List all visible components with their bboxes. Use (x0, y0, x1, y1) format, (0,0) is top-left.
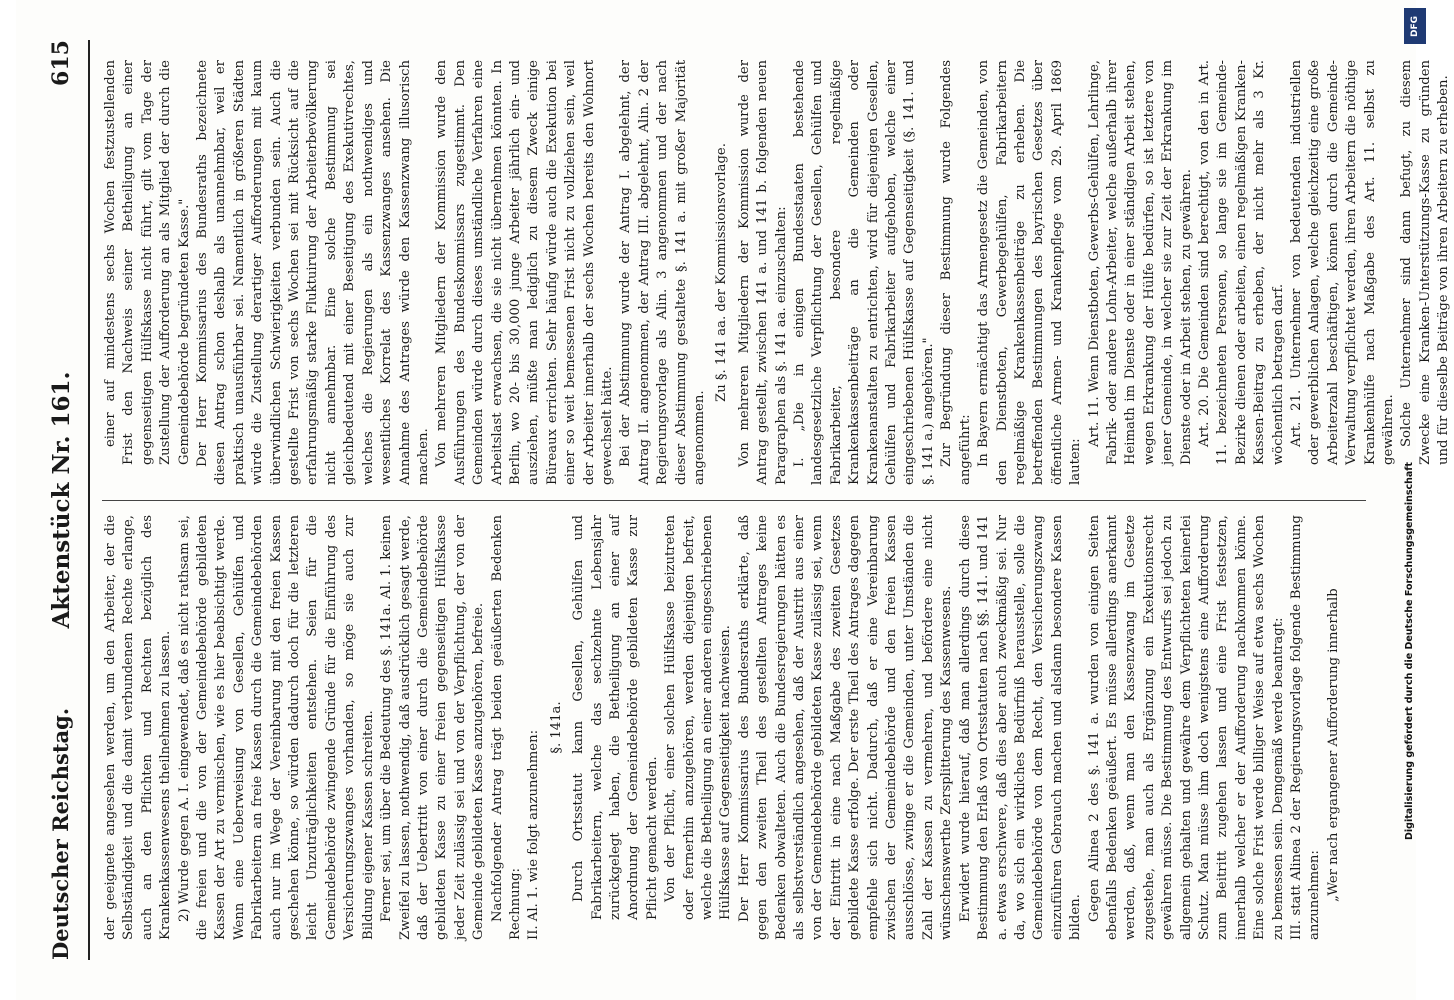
statute-text: „Wer nach ergangener Aufforderung innerhalb (1325, 588, 1341, 902)
paragraph: der geeignete angesehen werden, um den Arbeiter, der die Selbständigkeit und die damit verbundenen Rechte erlange, auch an den Pflichten und Rechten bezüglich des Krankenkassenwesens theilnehmen zu lassen. (103, 515, 174, 940)
law-article: Solche Unternehmer sind dann befugt, zu diesem Zwecke eine Kranken-Unterstützungs-Kasse zu gründen und für dieselbe Beiträge von ihren Arbeitern zu erheben. (1399, 60, 1452, 465)
paragraph: I. „Die in einigen Bundesstaaten bestehende landesgesetzliche Verpflichtung der Gesellen, Gehülfen und Fabrikarbeiter, besondere regelmäßige Krankenkassenbeiträge an die Gemeinden oder Krankenanstalten zu entrichten, wird für diejenigen Gesellen, Gehülfen und Fabrikarbeiter aufgehoben, welche einer eingeschriebenen Hülfskasse auf Gegenseitigkeit (§. 141. und §. 141 a.) angehören." (792, 60, 936, 485)
motion-heading: III. statt Alinea 2 der Regierungsvorlage folgende Bestimmung anzunehmen: (1289, 515, 1323, 940)
header-publication: Deutscher Reichstag. (48, 707, 73, 960)
page-number: 615 (48, 40, 74, 86)
page-header (44, 40, 90, 960)
paragraph: Der Herr Kommissarius des Bundesraths bezeichnete diesen Antrag schon deshalb als unannehmbar, weil er praktisch unausführbar sei. Namentlich in größeren Städten würde die Zustellung derartiger Aufforderungen mit kaum überwindlichen Schwierigkeiten verbunden sein. Auch die gestellte Frist von sechs Wochen sei mit Rücksicht auf die erfahrungsmäßig starke Fluktuirung der Arbeiterbevölkerung nicht annehmbar. Eine solche Bestimmung sei gleichbedeutend mit einer Beseitigung des Exekutivrechtes, welches die Regierungen als ein nothwendiges und wesentliches Korrelat des Kassenzwanges ansehen. Die Annahme des Antrages würde den Kassenzwang illusorisch machen. (195, 60, 431, 485)
digitization-sidebar (1398, 0, 1432, 1000)
paragraph: 2) Wurde gegen A. I. eingewendet, daß es nicht rathsam sei, die freien und die von der Gemeindebehörde gebildeten Kassen der Art zu vermischen, wie es hier beabsichtigt werde. Wenn eine Ueberweisung von Gesellen, Gehülfen und Fabrikarbeitern an freie Kassen durch die Gemeindebehörden auch nur im Wege der Vereinbarung mit den freien Kassen geschehen könne, so würden dadurch doch für die letzteren leicht Unzuträglichkeiten entstehen. Seien für die Gemeindebehörde zwingende Gründe für die Einführung des Versicherungszwanges vorhanden, so möge sie auch zur Bildung eigener Kassen schreiten. (176, 515, 376, 940)
law-article: Art. 11. Wenn Dienstboten, Gewerbs-Gehülfen, Lehrlinge, Fabrik- oder andere Lohn-Arbeiter, welche außerhalb ihrer Heimath im Dienste oder in einer ständigen Arbeit stehen, wegen Erkrankung der Hülfe bedürfen, so ist letztere von jener Gemeinde, in welcher sie zur Zeit der Erkrankung im Dienste oder in Arbeit stehen, zu gewähren. (1086, 60, 1194, 465)
paragraph: Von mehreren Mitgliedern der Kommission wurde den Ausführungen des Bundeskommissars zugestimmt. Den Gemeinden würde durch dieses umständliche Verfahren eine Arbeitslast erwachsen, die sie nicht übernehmen könnten. In Berlin, wo 20- bis 30,000 junge Arbeiter jährlich ein- und ausziehen, müßte man lediglich zu diesem Zweck einige Büreaux errichten. Sehr häufig würde auch die Exekution bei einer so weit bemessenen Frist nicht zu vollziehen sein, weil der Arbeiter innerhalb der sechs Wochen bereits den Wohnort gewechselt hätte. (434, 60, 615, 485)
header-document-number: Aktenstück Nr. 161. (48, 371, 75, 629)
paragraph: Gegen Alinea 2 des §. 141 a. wurden von einigen Seiten ebenfalls Bedenken geäußert. Es müsse allerdings anerkannt werden, daß, wenn man den Kassenzwang im Gesetze zugestehe, man auch als Ergänzung ein Exekutionsrecht gewähren müsse. Die Bestimmung des Entwurfs sei jedoch zu allgemein gehalten und gewähre dem Verpflichteten keinerlei Schutz. Man müsse ihm doch wenigstens eine Aufforderung zum Beitritt zugehen lassen und eine Frist festsetzen, innerhalb welcher er der Aufforderung nachkommen könne. Eine solche Frist werde billiger Weise auf etwa sechs Wochen zu bemessen sein. Demgemäß werde beantragt: (1086, 515, 1286, 940)
paragraph: Von mehreren Mitgliedern der Kommission wurde der Antrag gestellt, zwischen 141 a. und 141 b. folgenden neuen Paragraphen als §. 141 aa. einzuschalten: (736, 60, 789, 485)
section-heading: Zu §. 141 aa. der Kommissionsvorlage. (714, 143, 730, 402)
statute-text: Durch Ortsstatut kann Gesellen, Gehülfen und Fabrikarbeitern, welche das sechzehnte Lebensjahr zurückgelegt haben, die Betheiligung an einer auf Anordnung der Gemeindebehörde gebildeten Kasse zur Pflicht gemacht werden. (571, 515, 660, 920)
document-page (16, 0, 1452, 1000)
statute-text: Von der Pflicht, einer solchen Hülfskasse beizutreten oder fernerhin anzugehören, werden diejenigen befreit, welche die Betheiligung an einer anderen eingeschriebenen Hülfskasse auf Gegenseitigkeit nachweisen. (663, 515, 734, 920)
dfg-logo: DFG (1404, 8, 1426, 44)
paragraph: In Bayern ermächtigt das Armengesetz die Gemeinden, von den Dienstboten, Gewerbegehülfen, Fabrikarbeitern regelmäßige Krankenkassenbeiträge zu erheben. Die betreffenden Bestimmungen des bayrischen Gesetzes über öffentliche Armen- und Krankenpflege vom 29. April 1869 lauten: (976, 60, 1084, 485)
paragraph: Erwidert wurde hierauf, daß man allerdings durch diese Bestimmung den Erlaß von Ortsstatuten nach §§. 141. und 141 a. etwas erschwere, daß dies aber auch zweckmäßig sei. Nur da, wo sich ein wirkliches Bedürfniß herausstelle, solle die Gemeindebehörde von dem Recht, den Versicherungszwang einzuführen Gebrauch machen und alsdann besondere Kassen bilden. (957, 515, 1084, 940)
section-heading: §. 141a. (548, 701, 564, 754)
paragraph: Bei der Abstimmung wurde der Antrag I. abgelehnt, der Antrag II. angenommen, der Antrag III. abgelehnt, Alin. 2 der Regierungsvorlage als Alin. 3 angenommen und der nach dieser Abstimmung gestaltete §. 141 a. mit großer Majorität angenommen. (618, 60, 707, 485)
column-divider (102, 500, 1366, 501)
right-column (102, 60, 1452, 485)
paragraph: Der Herr Kommissarius des Bundesraths erklärte, daß gegen den zweiten Theil des gestellten Antrages keine Bedenken obwalteten. Auch die Bundesregierungen hätten es als selbstverständlich angesehen, daß der Austritt aus einer von der Gemeindebehörde gebildeten Kasse zulässig sei, wenn der Eintritt in eine nach Maßgabe des zweiten Gesetzes gebildete Kasse erfolge. Der erste Theil des Antrages dagegen empfehle sich nicht. Dadurch, daß er eine Vereinbarung zwischen der Gemeindebehörde und den freien Kassen ausschlösse, zwinge er die Gemeinden, unter Umständen die Zahl der Kassen zu vermehren, und befördere eine nicht wünschenswerthe Zersplitterung des Kassenwesens. (736, 515, 955, 940)
left-column (102, 515, 1366, 940)
motion-heading: II. Al. 1. wie folgt anzunehmen: (526, 729, 542, 940)
paragraph: Ferner sei, um über die Bedeutung des §. 141a. Al. 1. keinen Zweifel zu lassen, nothwendig, daß ausdrücklich gesagt werde, daß der Uebertritt von einer durch die Gemeindebehörde gebildeten Kasse zu einer freien gegenseitigen Hülfskasse jeder Zeit zulässig sei und von der Verpflichtung, der von der Gemeinde gebildeten Kasse anzugehören, befreie. (379, 515, 487, 940)
law-article: Art. 20. Die Gemeinden sind berechtigt, von den in Art. 11. bezeichneten Personen, so lange sie im Gemeinde-Bezirke dienen oder arbeiten, einen regelmäßigen Kranken-Kassen-Beitrag zu erheben, der nicht mehr als 3 Kr. wöchentlich betragen darf. (1196, 60, 1286, 465)
paragraph: Nachfolgender Antrag trägt beiden geäußerten Bedenken Rechnung: (489, 515, 523, 940)
digitization-credit: Digitalisierung gefördert durch die Deutsche Forschungsgemeinschaft (1404, 462, 1415, 840)
paragraph: Zur Begründung dieser Bestimmung wurde Folgendes angeführt: (939, 60, 973, 485)
statute-text: einer auf mindestens sechs Wochen festzustellenden Frist den Nachweis seiner Betheiligung an einer gegenseitigen Hülfskasse nicht führt, gilt vom Tage der Zustellung der Aufforderung an als Mitglied der durch die Gemeindebehörde begründeten Kasse." (103, 60, 192, 465)
law-article: Art. 21. Unternehmer von bedeutenden industriellen oder gewerblichen Anlagen, welche gleichzeitig eine große Arbeiterzahl beschäftigen, können durch die Gemeinde-Verwaltung verpflichtet werden, ihren Arbeitern die nöthige Krankenhülfe nach Maßgabe des Art. 11. selbst zu gewähren. (1289, 60, 1397, 465)
